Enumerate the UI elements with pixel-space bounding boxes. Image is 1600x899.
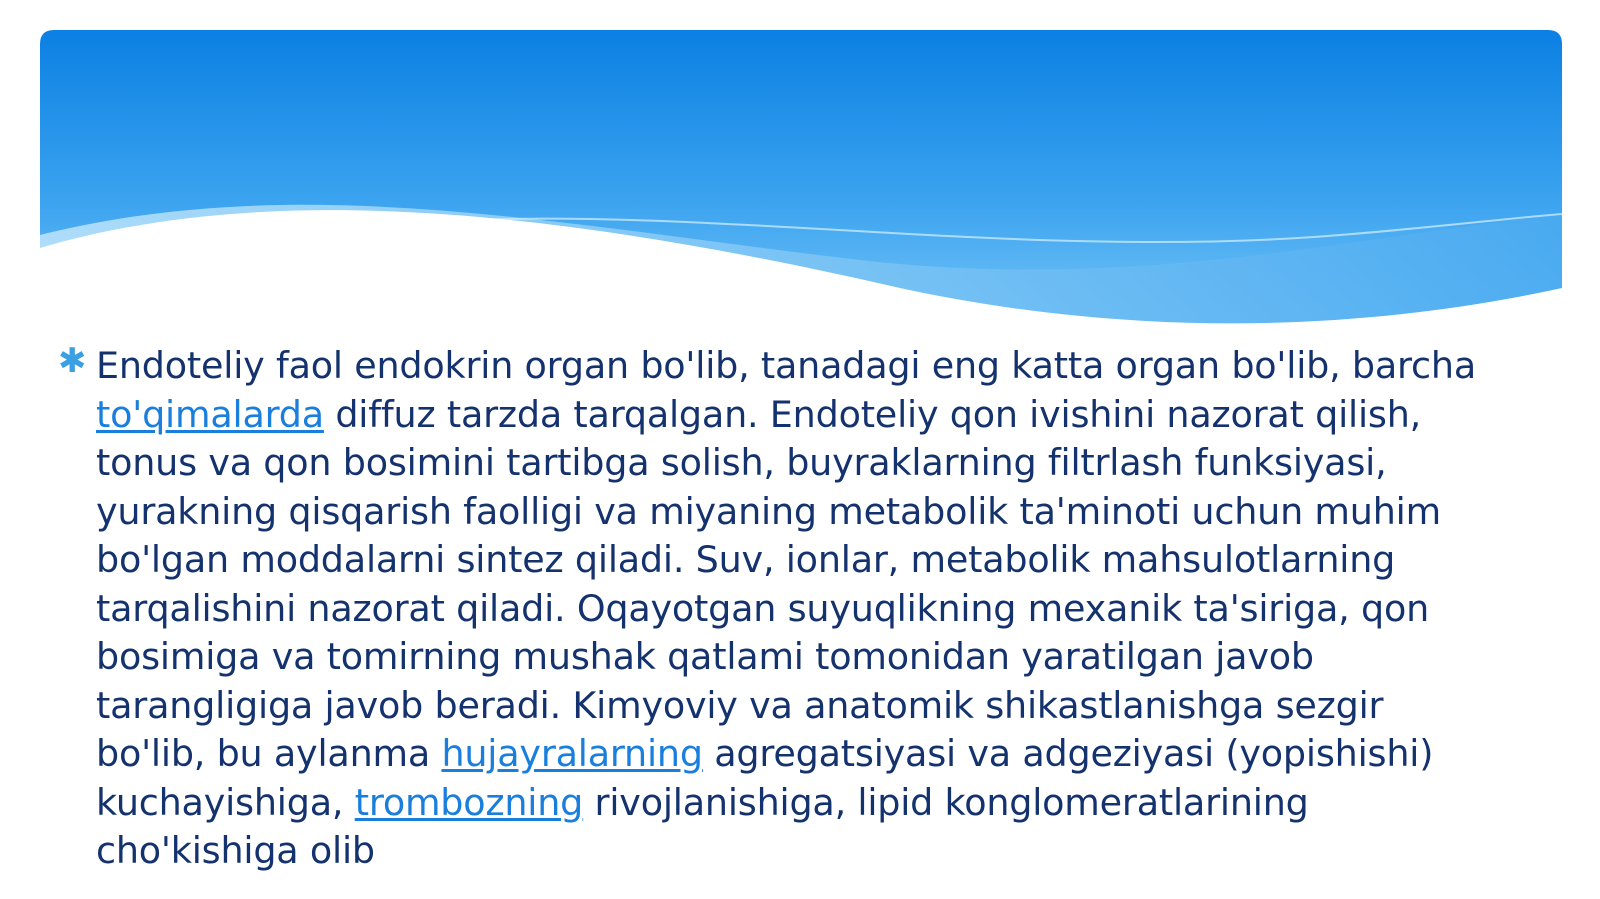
text-segment: rivojlanishiga, lipid konglomeratlarining cho'kishiga olib bbox=[96, 780, 1309, 872]
header-wave-banner bbox=[40, 30, 1562, 340]
link-hujayralarning[interactable]: hujayralarning bbox=[441, 732, 703, 775]
link-trombozning[interactable]: trombozning bbox=[354, 780, 584, 824]
content-area bbox=[58, 342, 1478, 876]
link-toqimalarda[interactable]: to'qimalarda bbox=[96, 392, 324, 436]
text-segment: agregatsiyasi va adgeziyasi (yopishishi) kuchayishiga, bbox=[96, 732, 1434, 824]
paragraph-text bbox=[96, 342, 1478, 876]
text-segment: diffuz tarzda tarqalgan. Endoteliy qon ivishini nazorat qilish, tonus va qon bosimini tartibga solish, buyraklarning filtrlash funksiyasi, yurakning qisqarish faolligi va miyaning metabolik ta'minoti uchun muhim bo'lgan moddalarni sintez qiladi. Suv, ionlar, metabolik mahsulotlarning tarqalishini nazorat qiladi. Oqayotgan suyuqlikning mexanik ta'siriga, qon bosimiga va tomirning mushak qatlami tomonidan yaratilgan javob tarangligiga javob beradi. Kimyoviy va anatomik shikastlanishga sezgir bo'lib, bu aylanma bbox=[96, 392, 1441, 775]
asterisk-bullet-icon: ✱ bbox=[58, 341, 87, 381]
bullet-paragraph bbox=[58, 342, 1478, 876]
text-segment: Endoteliy faol endokrin organ bo'lib, tanadagi eng katta organ bo'lib, barcha bbox=[96, 344, 1477, 387]
